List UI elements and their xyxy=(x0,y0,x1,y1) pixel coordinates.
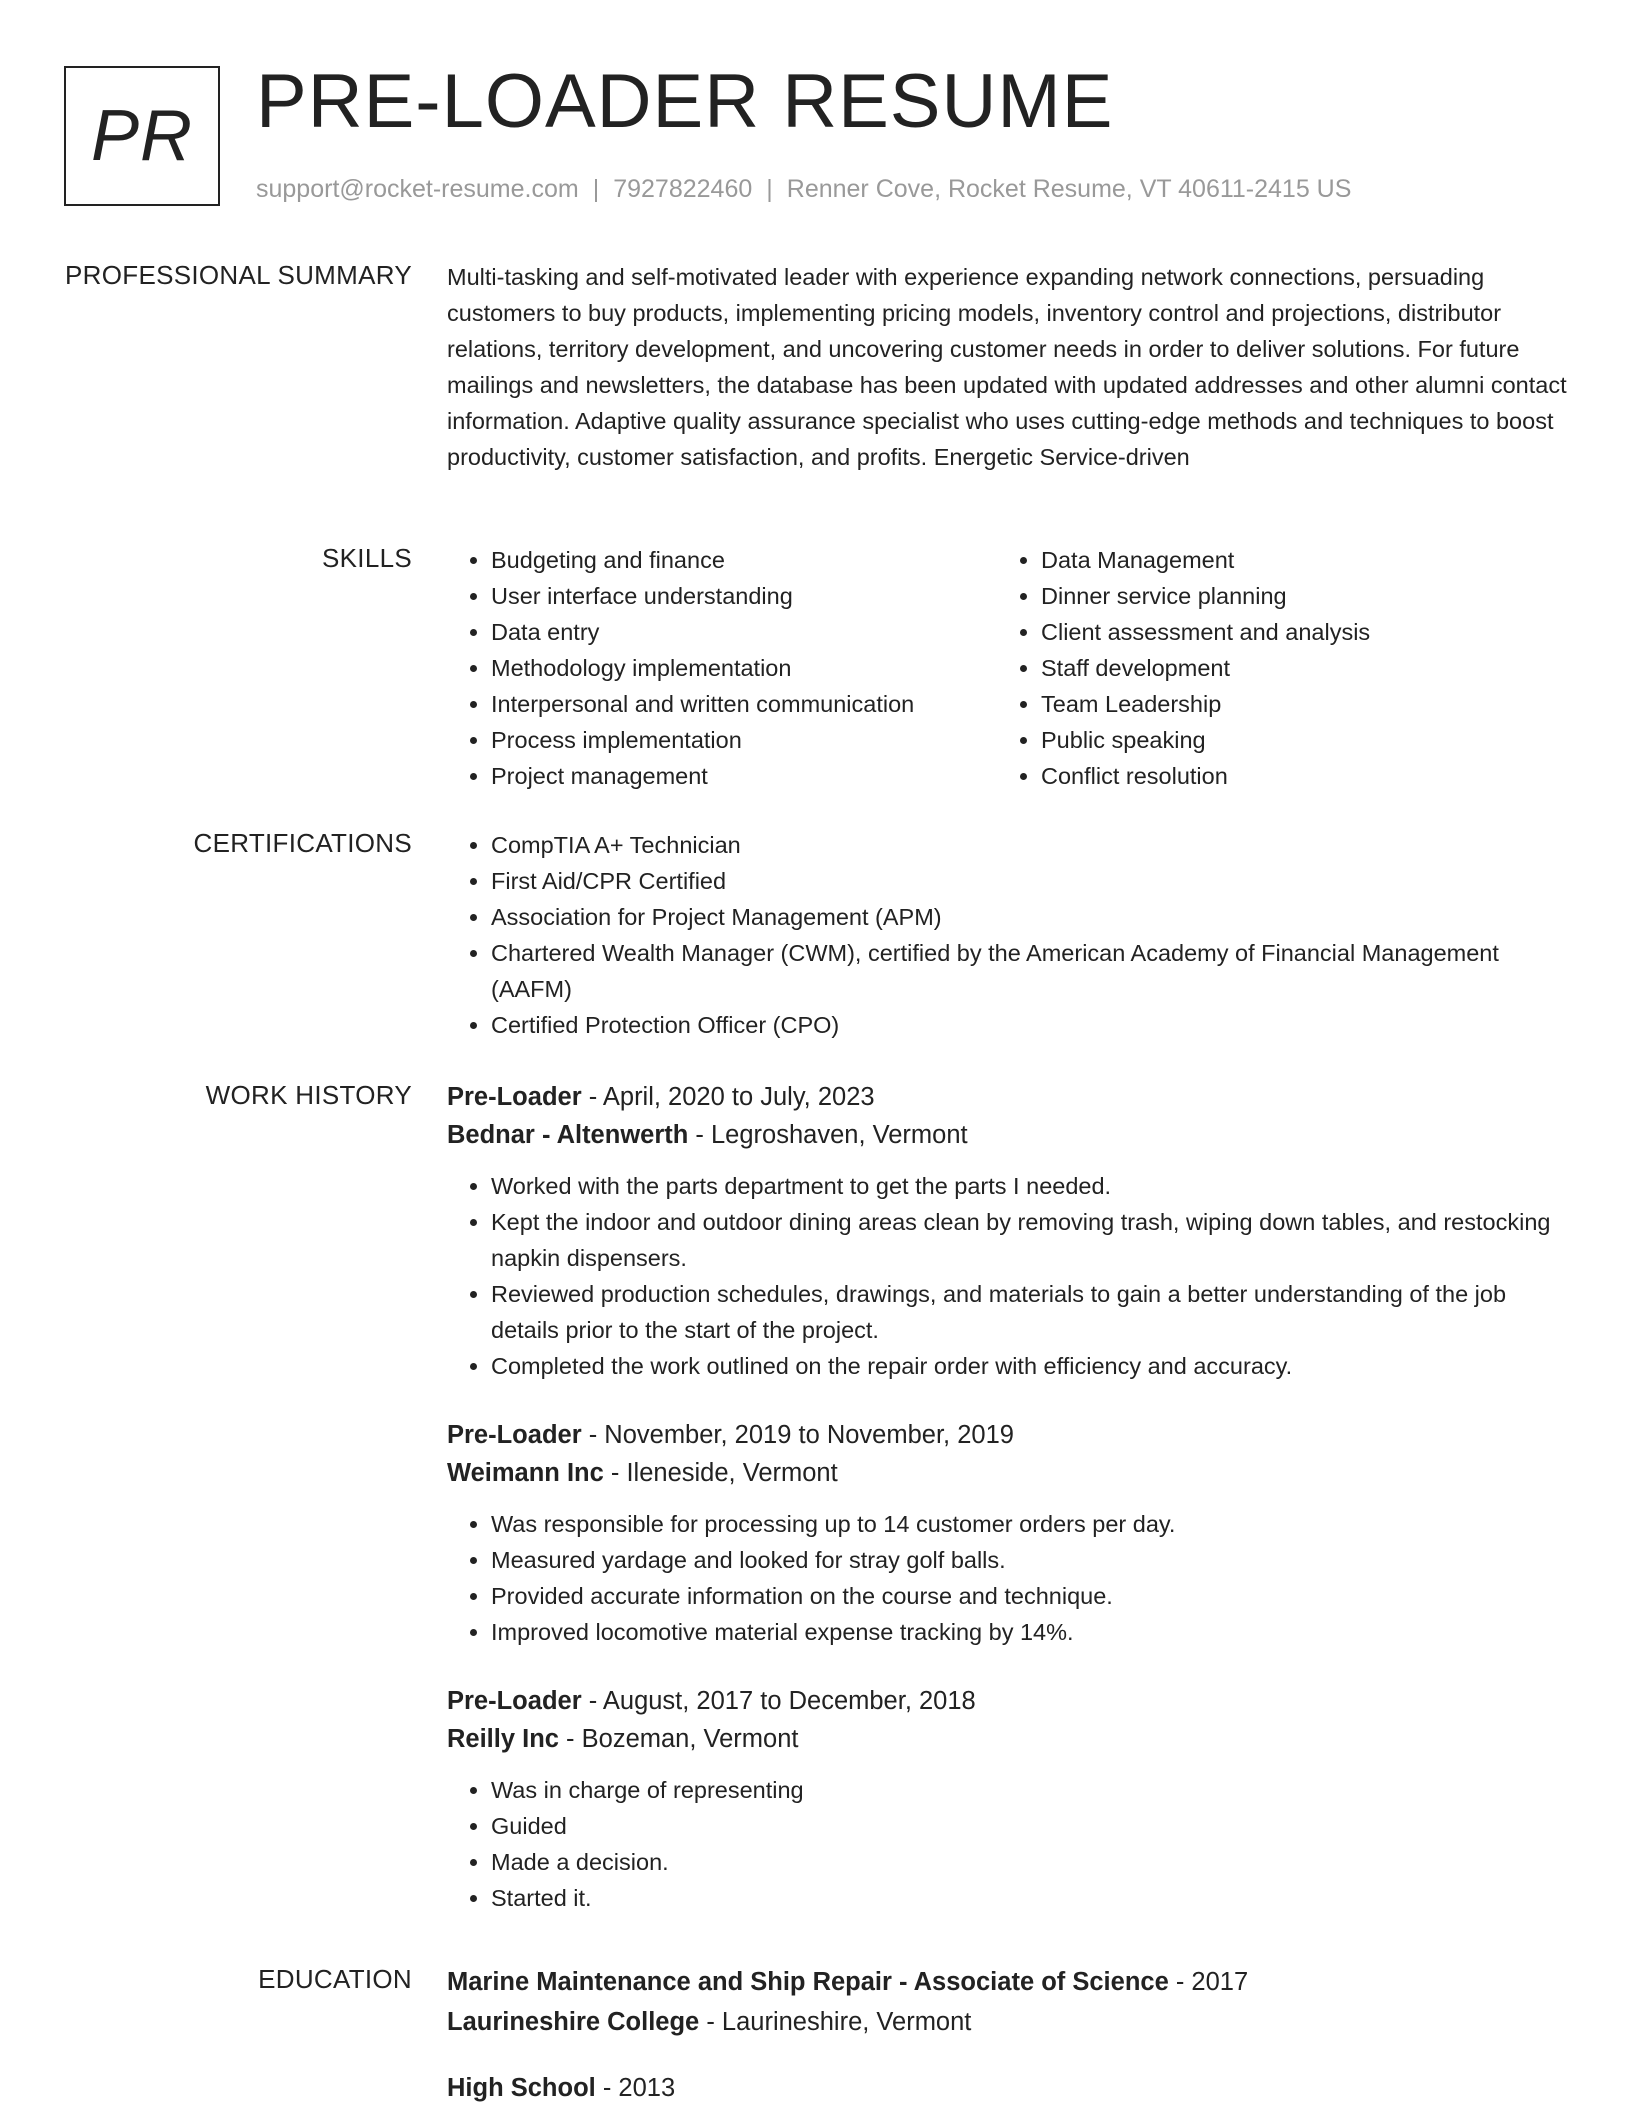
job-entry xyxy=(447,1078,1567,1384)
employer-line xyxy=(447,1454,1567,1492)
employer-location: - Legroshaven, Vermont xyxy=(688,1121,968,1149)
job-dates: - April, 2020 to July, 2023 xyxy=(581,1083,875,1111)
degree-line xyxy=(447,1962,1567,2002)
list-item: • Measured yardage and looked for stray golf balls. xyxy=(491,1542,1567,1578)
job-title: Pre-Loader xyxy=(447,1421,582,1449)
list-item: • Chartered Wealth Manager (CWM), certified by the American Academy of Financial Management (AAFM) xyxy=(491,935,1567,1007)
job-bullets xyxy=(447,1168,1567,1384)
list-item: • Certified Protection Officer (CPO) xyxy=(491,1007,1567,1043)
section-label-certifications: CERTIFICATIONS xyxy=(193,828,412,858)
school-line xyxy=(447,2002,1567,2042)
list-item: • Reviewed production schedules, drawings, and materials to gain a better understanding of the job details prior to the start of the project. xyxy=(491,1276,1567,1348)
list-item: • Association for Project Management (APM) xyxy=(491,899,1567,935)
skills-grid xyxy=(447,542,1567,794)
list-item: • Provided accurate information on the course and technique. xyxy=(491,1578,1567,1614)
school-location: - Laurineshire, Vermont xyxy=(699,2008,972,2036)
list-item: • Budgeting and finance xyxy=(491,542,997,578)
employer-line xyxy=(447,1720,1567,1758)
employer-name: Bednar - Altenwerth xyxy=(447,1121,689,1149)
list-item: • Guided xyxy=(491,1808,1567,1844)
list-item: • Interpersonal and written communication xyxy=(491,686,997,722)
education-entry xyxy=(447,1962,1567,2042)
certifications-list xyxy=(447,827,1567,1043)
degree-year: - 2017 xyxy=(1168,1968,1249,1996)
job-bullets xyxy=(447,1772,1567,1916)
list-item: • Kept the indoor and outdoor dining areas clean by removing trash, wiping down tables, and restocking napkin dispensers. xyxy=(491,1204,1567,1276)
list-item: • Dinner service planning xyxy=(1041,578,1547,614)
work-history-section xyxy=(447,1078,1567,1948)
list-item: • Data Management xyxy=(1041,542,1547,578)
section-label-skills: SKILLS xyxy=(322,543,412,573)
job-title-line xyxy=(447,1682,1567,1720)
list-item: • Completed the work outlined on the repair order with efficiency and accuracy. xyxy=(491,1348,1567,1384)
employer-name: Weimann Inc xyxy=(447,1459,604,1487)
monogram-initials: PR xyxy=(90,96,194,176)
job-dates: - November, 2019 to November, 2019 xyxy=(581,1421,1014,1449)
education-section xyxy=(447,1962,1567,2108)
list-item: • First Aid/CPR Certified xyxy=(491,863,1567,899)
list-item: • User interface understanding xyxy=(491,578,997,614)
list-item: • CompTIA A+ Technician xyxy=(491,827,1567,863)
list-item: • Was responsible for processing up to 14 customer orders per day. xyxy=(491,1506,1567,1542)
list-item: • Improved locomotive material expense tracking by 14%. xyxy=(491,1614,1567,1650)
job-bullets xyxy=(447,1506,1567,1650)
list-item: • Was in charge of representing xyxy=(491,1772,1567,1808)
contact-separator: | xyxy=(592,175,600,203)
section-label-work-history: WORK HISTORY xyxy=(205,1080,412,1110)
list-item: • Project management xyxy=(491,758,997,794)
list-item: • Team Leadership xyxy=(1041,686,1547,722)
list-item: • Made a decision. xyxy=(491,1844,1567,1880)
job-entry xyxy=(447,1682,1567,1916)
job-entry xyxy=(447,1416,1567,1650)
list-item: • Conflict resolution xyxy=(1041,758,1547,794)
section-label-summary: PROFESSIONAL SUMMARY xyxy=(65,260,412,290)
contact-separator: | xyxy=(766,175,773,203)
list-item: • Data entry xyxy=(491,614,997,650)
job-title: Pre-Loader xyxy=(447,1687,582,1715)
contact-phone[interactable]: 7927822460 xyxy=(613,175,753,203)
contact-email[interactable]: support@rocket-resume.com xyxy=(256,175,579,203)
degree-name: High School xyxy=(447,2074,596,2102)
job-dates: - August, 2017 to December, 2018 xyxy=(581,1687,976,1715)
summary-text: Multi-tasking and self-motivated leader with experience expanding network connections, persuading customers to buy products, implementing pricing models, inventory control and projections, distributor relations, territory development, and uncovering customer needs in order to deliver solutions. For future mailings and newsletters, the database has been updated with updated addresses and other alumni contact information. Adaptive quality assurance specialist who uses cutting-edge methods and techniques to boost productivity, customer satisfaction, and profits. Energetic Service-driven xyxy=(447,264,1567,470)
employer-name: Reilly Inc xyxy=(447,1725,559,1753)
contact-line xyxy=(256,175,1351,204)
list-item: • Methodology implementation xyxy=(491,650,997,686)
certifications-section xyxy=(447,827,1567,1043)
resume-title: PRE-LOADER RESUME xyxy=(256,59,1114,144)
school-name: Laurineshire College xyxy=(447,2008,700,2036)
contact-address: Renner Cove, Rocket Resume, VT 40611-2415 US xyxy=(786,175,1352,203)
section-label-education: EDUCATION xyxy=(258,1964,412,1994)
list-item: • Process implementation xyxy=(491,722,997,758)
job-title-line xyxy=(447,1078,1567,1116)
summary-section xyxy=(447,259,1567,475)
employer-location: - Ileneside, Vermont xyxy=(603,1459,838,1487)
employer-location: - Bozeman, Vermont xyxy=(558,1725,799,1753)
degree-line xyxy=(447,2068,1567,2108)
job-title-line xyxy=(447,1416,1567,1454)
skills-list-left xyxy=(447,542,997,794)
list-item: • Worked with the parts department to get the parts I needed. xyxy=(491,1168,1567,1204)
degree-name: Marine Maintenance and Ship Repair - Associate of Science xyxy=(447,1968,1169,1996)
monogram-box xyxy=(64,66,220,206)
job-title: Pre-Loader xyxy=(447,1083,582,1111)
list-item: • Staff development xyxy=(1041,650,1547,686)
education-entry xyxy=(447,2068,1567,2108)
skills-list-right xyxy=(997,542,1547,794)
list-item: • Public speaking xyxy=(1041,722,1547,758)
skills-section xyxy=(447,542,1567,794)
employer-line xyxy=(447,1116,1567,1154)
list-item: • Started it. xyxy=(491,1880,1567,1916)
degree-year: - 2013 xyxy=(595,2074,676,2102)
list-item: • Client assessment and analysis xyxy=(1041,614,1547,650)
